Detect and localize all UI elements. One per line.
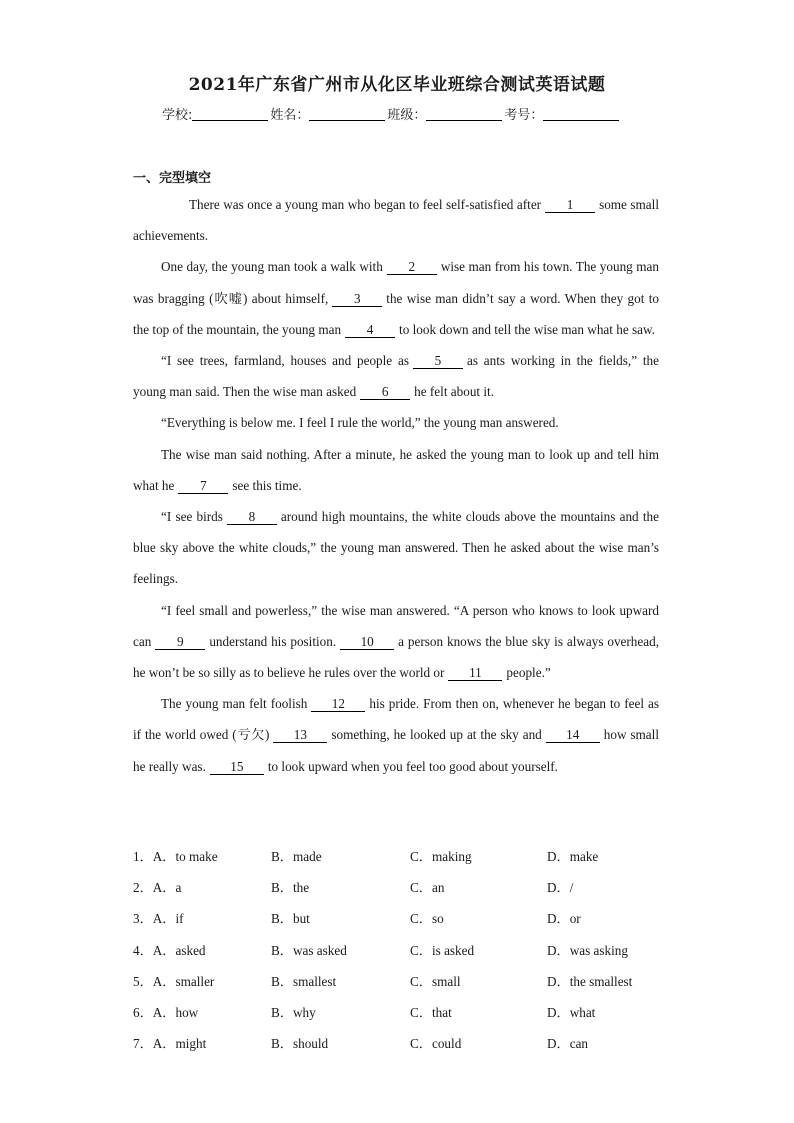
passage-text: “I see birds (161, 509, 223, 525)
option-c[interactable]: C．so (410, 911, 444, 927)
option-d[interactable]: D．what (547, 1004, 596, 1020)
name-label: 姓名： (270, 108, 310, 123)
option-c[interactable]: C．that (410, 1004, 452, 1020)
passage-text: something, he looked up at the sky and (331, 727, 542, 743)
section-heading: 一、完型填空 (133, 171, 212, 186)
option-d[interactable]: D．or (547, 911, 581, 927)
option-a[interactable]: 4．A．asked (133, 942, 206, 958)
option-c[interactable]: C．is asked (410, 942, 475, 958)
passage-text: “I see trees, farmland, houses and people as (161, 353, 409, 369)
option-d[interactable]: D．was asking (547, 942, 628, 958)
blank-12[interactable]: 12 (311, 696, 365, 712)
paragraph-3 (133, 345, 659, 407)
option-a[interactable]: 1．A．to make (133, 849, 218, 864)
passage-text: he felt about it. (414, 384, 495, 400)
blank-10[interactable]: 10 (340, 634, 394, 650)
blank-1[interactable]: 1 (545, 197, 595, 213)
passage-text: people.” (506, 665, 551, 681)
option-a[interactable]: 6．A．how (133, 1004, 199, 1020)
option-b[interactable]: B．smallest (271, 973, 337, 989)
question-4-options (133, 935, 653, 966)
option-a[interactable]: 5．A．smaller (133, 973, 215, 989)
option-a[interactable]: 2．A．a (133, 880, 182, 896)
exam-number-blank[interactable] (543, 108, 619, 121)
blank-3[interactable]: 3 (332, 291, 382, 307)
option-d[interactable]: D．can (547, 1036, 589, 1052)
class-blank[interactable] (426, 108, 502, 121)
answer-options (133, 841, 653, 1059)
cloze-passage (133, 189, 659, 782)
passage-text: how small he really was. (133, 727, 659, 774)
passage-text: One day, the young man took a walk with (161, 259, 383, 275)
paragraph-6 (133, 501, 659, 595)
option-d[interactable]: D．make (547, 849, 599, 864)
blank-2[interactable]: 2 (387, 259, 437, 275)
school-blank[interactable] (192, 108, 268, 121)
passage-text: There was once a young man who began to feel self-satisfied after (189, 197, 542, 212)
passage-text: around high mountains, the white clouds above the mountains and the blue sky above the white clouds,” the young man answered. Then he asked about the wise man’s feelings. (133, 509, 659, 587)
blank-14[interactable]: 14 (546, 727, 600, 743)
question-1-options (133, 841, 653, 872)
student-info-line (162, 104, 621, 123)
passage-text: The wise man said nothing. After a minute, he asked the young man to look up and tell him what he (133, 446, 659, 493)
class-label: 班级： (387, 108, 427, 123)
passage-text: to look upward when you feel too good about yourself. (267, 758, 558, 774)
passage-text: the wise man didn’t say a word. When they got to the top of the mountain, the young man (133, 290, 659, 337)
option-d[interactable]: D．/ (547, 880, 574, 896)
option-b[interactable]: B．made (271, 849, 322, 864)
passage-text: understand his position. (209, 633, 337, 649)
option-b[interactable]: B．why (271, 1004, 316, 1020)
option-a[interactable]: 3．A．if (133, 911, 184, 927)
name-blank[interactable] (309, 108, 385, 121)
blank-13[interactable]: 13 (273, 727, 327, 743)
question-2-options (133, 872, 653, 903)
school-label: 学校: (162, 108, 193, 123)
option-c[interactable]: C．an (410, 880, 445, 896)
option-b[interactable]: B．but (271, 911, 310, 927)
blank-7[interactable]: 7 (178, 478, 228, 494)
option-b[interactable]: B．should (271, 1036, 329, 1052)
option-b[interactable]: B．was asked (271, 942, 347, 958)
option-d[interactable]: D．the smallest (547, 973, 633, 989)
exam-number-label: 考号： (504, 108, 544, 123)
question-7-options (133, 1028, 653, 1059)
option-b[interactable]: B．the (271, 880, 310, 896)
exam-title: 2021年广东省广州市从化区毕业班综合测试英语试题 (188, 75, 606, 95)
option-c[interactable]: C．small (410, 973, 461, 989)
question-6-options (133, 997, 653, 1028)
paragraph-7 (133, 595, 659, 689)
blank-15[interactable]: 15 (210, 759, 264, 775)
passage-text: “I feel small and powerless,” the wise man answered. “A person who knows to look upward can (133, 602, 659, 649)
passage-text: see this time. (232, 477, 302, 493)
paragraph-2 (133, 251, 659, 345)
question-5-options (133, 966, 653, 997)
paragraph-8 (133, 688, 659, 782)
paragraph-1 (133, 189, 659, 251)
blank-8[interactable]: 8 (227, 509, 277, 525)
blank-6[interactable]: 6 (360, 384, 410, 400)
blank-11[interactable]: 11 (448, 665, 502, 681)
passage-text: as ants working in the fields,” the young man said. Then the wise man asked (133, 353, 659, 400)
passage-text: wise man from his town. The young man was bragging (吹嘘) about himself, (133, 259, 659, 306)
paragraph-4: “Everything is below me. I feel I rule the world,” the young man answered. (161, 415, 559, 431)
passage-text: some small achievements. (133, 197, 659, 244)
option-c[interactable]: C．making (410, 849, 472, 864)
blank-9[interactable]: 9 (155, 634, 205, 650)
paragraph-5 (133, 439, 659, 501)
passage-text: The young man felt foolish (161, 696, 308, 712)
blank-4[interactable]: 4 (345, 322, 395, 338)
passage-text: a person knows the blue sky is always overhead, he won’t be so silly as to believe he rules over the world or (133, 633, 659, 681)
blank-5[interactable]: 5 (413, 353, 463, 369)
question-3-options (133, 903, 653, 934)
option-a[interactable]: 7．A．might (133, 1036, 207, 1052)
option-c[interactable]: C．could (410, 1036, 462, 1052)
passage-text: to look down and tell the wise man what he saw. (399, 321, 655, 337)
passage-text: his pride. From then on, whenever he began to feel as if the world owed (亏欠) (133, 696, 659, 743)
